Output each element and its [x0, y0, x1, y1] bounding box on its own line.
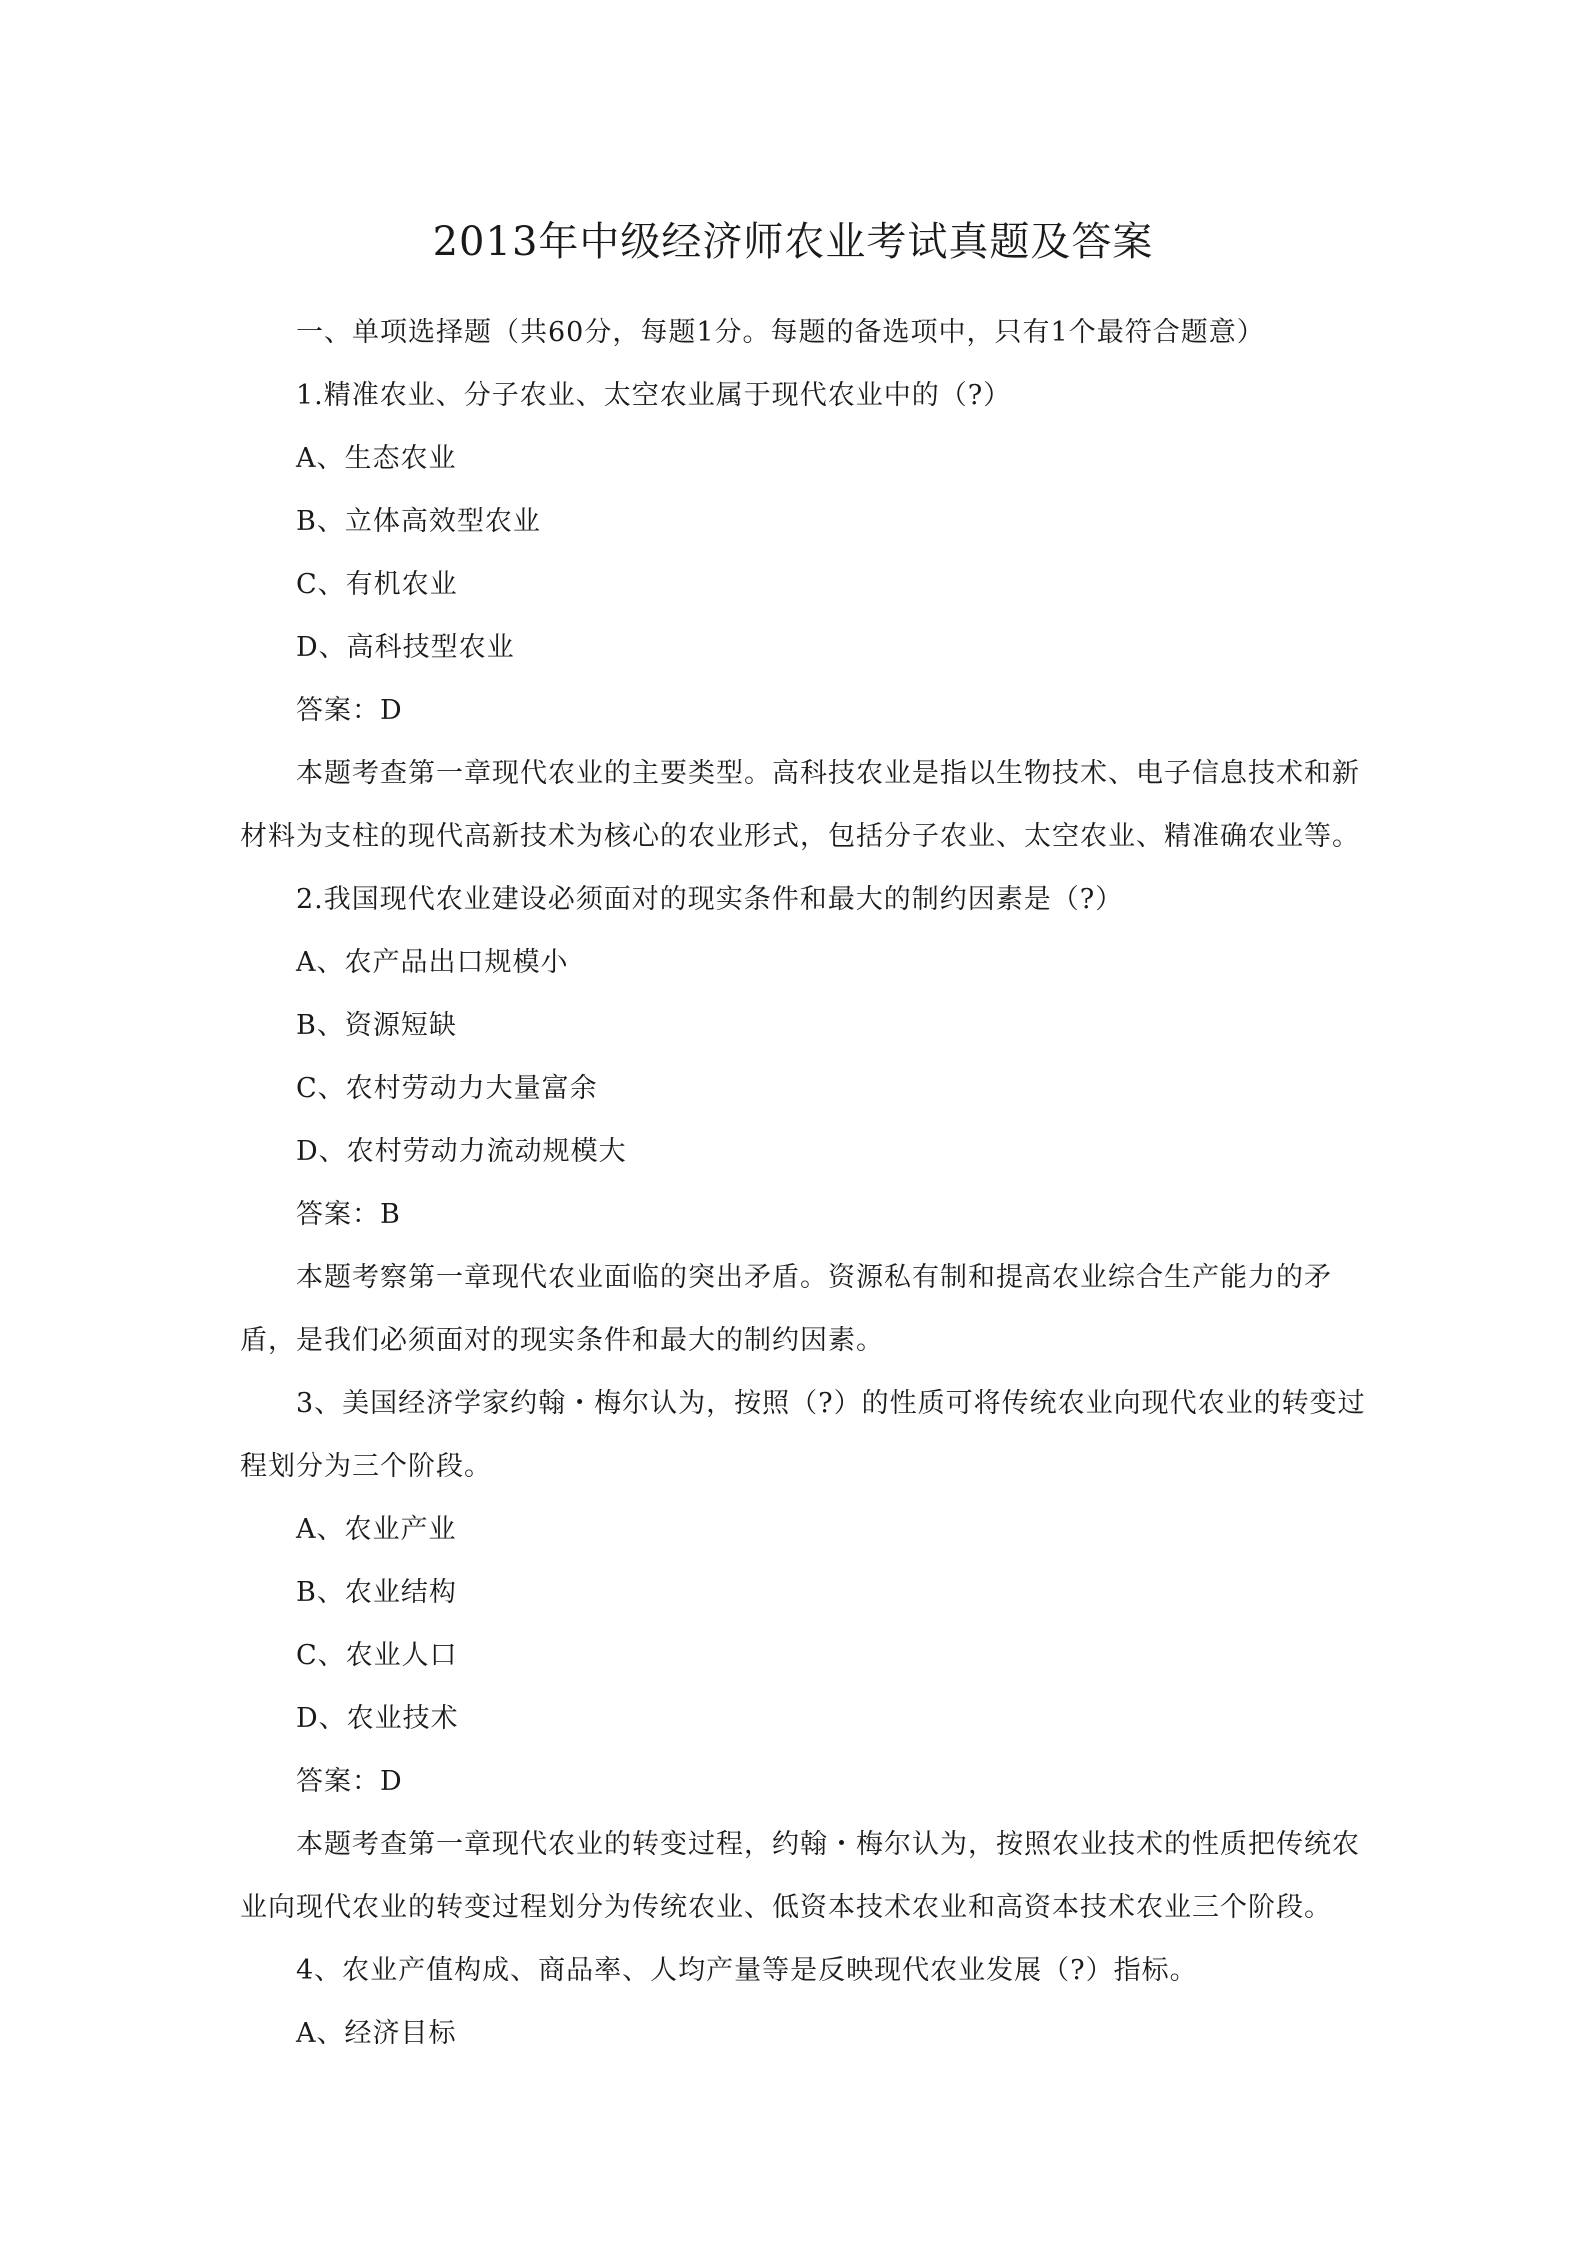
- option-d: D、农村劳动力流动规模大: [296, 1136, 627, 1167]
- option-c: C、农业人口: [296, 1640, 458, 1671]
- explanation-line: 本题考查第一章现代农业的主要类型。高科技农业是指以生物技术、电子信息技术和新: [296, 758, 1360, 789]
- option-d: D、高科技型农业: [296, 632, 515, 663]
- explanation-line: 业向现代农业的转变过程划分为传统农业、低资本技术农业和高资本技术农业三个阶段。: [240, 1892, 1332, 1923]
- question-text: 程划分为三个阶段。: [240, 1451, 492, 1482]
- option-b: B、立体高效型农业: [296, 506, 541, 537]
- explanation-line: 本题考察第一章现代农业面临的突出矛盾。资源私有制和提高农业综合生产能力的矛: [296, 1262, 1332, 1293]
- answer-text: 答案：D: [296, 1766, 403, 1797]
- question-text: 4、农业产值构成、商品率、人均产量等是反映现代农业发展（?）指标。: [296, 1955, 1198, 1986]
- option-b: B、资源短缺: [296, 1010, 457, 1041]
- question-text: 3、美国经济学家约翰・梅尔认为，按照（?）的性质可将传统农业向现代农业的转变过: [296, 1388, 1366, 1419]
- option-c: C、有机农业: [296, 569, 458, 600]
- answer-text: 答案：B: [296, 1199, 401, 1230]
- option-a: A、农业产业: [296, 1514, 457, 1545]
- option-b: B、农业结构: [296, 1577, 457, 1608]
- document-title: 2013年中级经济师农业考试真题及答案: [432, 219, 1154, 265]
- option-c: C、农村劳动力大量富余: [296, 1073, 598, 1104]
- explanation-line: 盾，是我们必须面对的现实条件和最大的制约因素。: [240, 1325, 884, 1356]
- answer-text: 答案：D: [296, 695, 403, 726]
- explanation-line: 材料为支柱的现代高新技术为核心的农业形式，包括分子农业、太空农业、精准确农业等。: [240, 821, 1360, 852]
- option-a: A、生态农业: [296, 443, 457, 474]
- explanation-line: 本题考查第一章现代农业的转变过程，约翰・梅尔认为，按照农业技术的性质把传统农: [296, 1829, 1360, 1860]
- question-text: 1.精准农业、分子农业、太空农业属于现代农业中的（?）: [296, 380, 1012, 411]
- option-a: A、农产品出口规模小: [296, 947, 569, 978]
- option-d: D、农业技术: [296, 1703, 459, 1734]
- section-heading: 一、单项选择题（共60分，每题1分。每题的备选项中，只有1个最符合题意）: [296, 317, 1265, 348]
- question-text: 2.我国现代农业建设必须面对的现实条件和最大的制约因素是（?）: [296, 884, 1124, 915]
- option-a: A、经济目标: [296, 2018, 457, 2049]
